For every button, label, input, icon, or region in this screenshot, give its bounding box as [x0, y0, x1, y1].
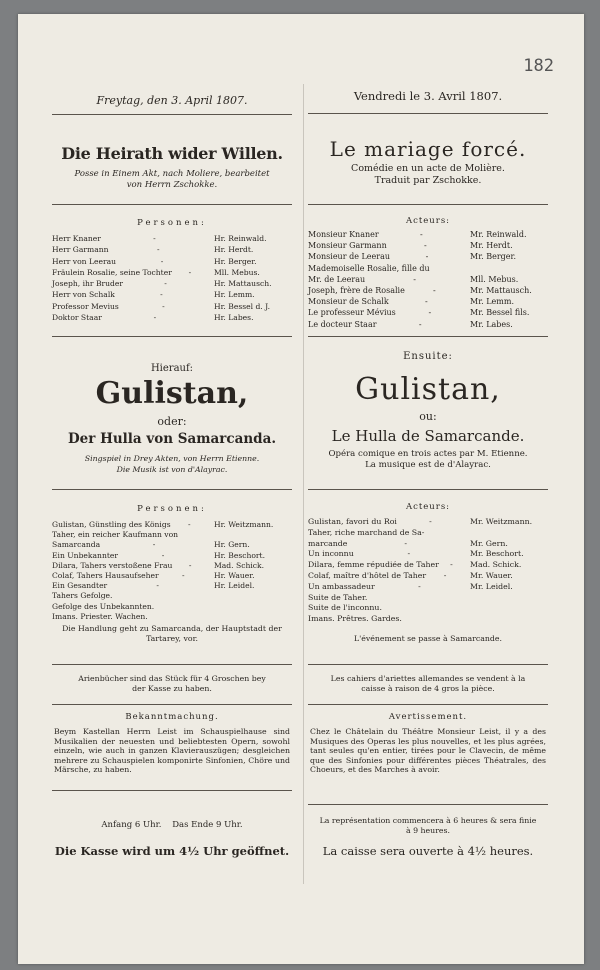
french-avertissement-heading: Avertissement. [388, 712, 468, 722]
cast-role: Monsieur de Leerau [308, 252, 391, 262]
german-personen2-heading: Personen: [137, 504, 207, 514]
cast-role: Monsieur de Schalk [308, 297, 389, 307]
cast-role: Imans. Prêtres. Gardes. [308, 614, 402, 624]
cast-dots [154, 602, 214, 612]
cast-actor: Mr. Wauer. [470, 570, 513, 580]
cast-dots: - [428, 308, 438, 318]
cast-role: Doktor Staar [52, 313, 102, 323]
cast-dots: - [419, 230, 429, 239]
cast-row [308, 560, 548, 571]
divider [308, 664, 548, 665]
cast-row [308, 229, 548, 240]
cast-role: Un ambassadeur [308, 581, 375, 591]
cast-dots: - [433, 286, 442, 296]
cast-role: Colaf, Tahers Hausaufseher [52, 571, 159, 581]
cast-role: Dilara, Tahers verstoßene Frau [52, 560, 173, 570]
cast-dots: - [418, 581, 427, 591]
cast-dots: - [443, 570, 453, 580]
cast-dots: - [404, 538, 414, 548]
french-cast-2 [308, 517, 548, 625]
cast-row [52, 591, 292, 601]
cast-dots: - [160, 290, 169, 300]
cast-dots: - [418, 319, 428, 329]
cast-row [308, 582, 548, 593]
divider [308, 204, 548, 205]
cast-row [308, 517, 548, 528]
cast-row [308, 285, 548, 296]
german-anfang: Anfang 6 Uhr. Das Ende 9 Uhr. [101, 820, 243, 830]
cast-actor: Hr. Berger. [214, 256, 257, 266]
cast-role: Herr von Leerau [52, 256, 117, 266]
german-cast-2 [52, 520, 292, 622]
cast-actor [470, 614, 548, 625]
cast-role: Taher, ein reicher Kaufmann von [52, 530, 179, 540]
cast-dots: - [188, 560, 198, 570]
french-date: Vendredi le 3. Avril 1807. [353, 89, 503, 103]
german-subtitle-2b: Die Musik ist von d'Alayrac. [116, 465, 228, 474]
cast-row [308, 240, 548, 251]
cast-dots: - [153, 234, 162, 243]
french-title-2b: Le Hulla de Samarcande. [331, 427, 525, 445]
german-arienbuecher: Arienbücher sind das Stück für 4 Groschen bey der Kasse zu haben. [78, 674, 266, 693]
cast-dots: - [153, 313, 163, 323]
cast-actor: Hr. Mattausch. [214, 279, 272, 289]
cast-dots: - [160, 256, 170, 266]
column-divider [303, 84, 304, 884]
cast-dots: - [450, 560, 459, 570]
cast-actor: Mll. Mebus. [470, 274, 519, 284]
cast-row [52, 561, 292, 571]
german-hierauf: Hierauf: [150, 363, 194, 374]
german-personen-heading: Personen: [137, 218, 207, 228]
divider [52, 704, 292, 705]
cast-role: Fräulein Rosalie, seine Tochter [52, 267, 172, 277]
cast-actor [214, 612, 292, 622]
cast-dots [382, 603, 470, 614]
divider [308, 489, 548, 490]
cast-role: Dilara, femme répudiée de Taher [308, 560, 439, 570]
cast-row [308, 307, 548, 318]
divider [308, 113, 548, 114]
cast-row [52, 312, 292, 323]
cast-dots [430, 263, 470, 274]
cast-role: Mr. de Leerau [308, 274, 366, 284]
cast-dots: - [424, 241, 433, 251]
divider [52, 204, 292, 205]
french-subtitle-1b: Traduit par Zschokke. [374, 175, 482, 186]
cast-dots: - [407, 549, 417, 559]
cast-actor: Mr. Berger. [470, 252, 517, 262]
cast-actor: Hr. Gern. [214, 540, 250, 550]
cast-actor: Mr. Herdt. [470, 241, 513, 251]
cast-actor: Mad. Schick. [470, 560, 522, 570]
cast-dots [148, 612, 214, 622]
cast-dots: - [188, 520, 197, 529]
cast-actor: Mr. Weitzmann. [470, 517, 533, 526]
french-cahiers: Les cahiers d'ariettes allemandes se vendent à la caisse à raison de 4 gros la pièce. [330, 674, 526, 693]
german-subtitle-1b: von Herrn Zschokke. [126, 180, 218, 190]
cast-actor: Mr. Lemm. [470, 297, 514, 307]
cast-row [52, 602, 292, 612]
french-evenement: L'événement se passe à Samarcande. [353, 634, 503, 643]
cast-role: Gulistan, favori du Roi [308, 517, 397, 526]
cast-dots: - [156, 245, 166, 255]
cast-row [52, 267, 292, 278]
cast-actor: Mr. Leidel. [470, 581, 513, 591]
cast-actor [470, 603, 548, 614]
german-title-2: Gulistan, [95, 376, 249, 411]
cast-row [52, 301, 292, 312]
cast-actor: Mll. Mebus. [214, 267, 260, 277]
divider [308, 704, 548, 705]
german-cast-1 [52, 233, 292, 323]
cast-role: Taher, riche marchand de Sa- [308, 527, 425, 537]
cast-role: Mademoiselle Rosalie, fille du [308, 263, 430, 273]
cast-row [308, 319, 548, 330]
cast-role: Ein Unbekannter [52, 550, 119, 560]
cast-role: Le docteur Staar [308, 319, 377, 329]
cast-row [52, 540, 292, 550]
cast-role: Ein Gesandter [52, 581, 108, 591]
cast-role: Le professeur Mévius [308, 308, 396, 318]
french-caisse: La caisse sera ouverte à 4½ heures. [322, 844, 534, 858]
cast-dots [402, 614, 470, 625]
cast-actor: Hr. Reinwald. [214, 234, 267, 243]
french-ensuite: Ensuite: [403, 351, 453, 362]
playbill-sheet [18, 14, 584, 964]
german-kasse: Die Kasse wird um 4½ Uhr geöffnet. [54, 844, 290, 858]
cast-dots: - [429, 517, 438, 526]
cast-row [308, 593, 548, 604]
cast-dots [367, 593, 470, 604]
cast-dots: - [413, 274, 422, 284]
french-subtitle-2a: Opéra comique en trois actes par M. Etienne. [328, 449, 528, 459]
cast-actor [214, 602, 292, 612]
cast-row [52, 256, 292, 267]
cast-role: Joseph, ihr Bruder [52, 279, 124, 289]
cast-role: Tahers Gefolge. [52, 591, 113, 601]
french-subtitle-2b: La musique est de d'Alayrac. [365, 460, 491, 470]
cast-row [308, 614, 548, 625]
divider [52, 489, 292, 490]
french-cast-1 [308, 229, 548, 330]
cast-dots: - [188, 267, 198, 277]
german-handlung: Die Handlung geht zu Samarcanda, der Hauptstadt der Tartarey, vor. [62, 624, 282, 643]
cast-actor [470, 528, 548, 539]
cast-row [308, 539, 548, 550]
cast-actor [470, 263, 548, 274]
cast-role: Samarcanda [52, 540, 101, 550]
cast-role: Herr Knaner [52, 234, 101, 243]
cast-actor [214, 591, 292, 601]
cast-actor: Mr. Beschort. [470, 549, 524, 559]
cast-dots: - [152, 540, 162, 550]
cast-actor: Hr. Wauer. [214, 571, 255, 581]
cast-role: Herr von Schalk [52, 290, 115, 300]
cast-actor: Hr. Beschort. [214, 550, 266, 560]
divider [52, 336, 292, 337]
cast-dots: - [425, 297, 434, 307]
cast-dots: - [161, 550, 171, 560]
french-acteurs2-heading: Acteurs: [405, 502, 451, 512]
cast-role: Gefolge des Unbekannten. [52, 601, 155, 611]
cast-dots [178, 530, 214, 540]
cast-row [52, 551, 292, 561]
french-acteurs-heading: Acteurs: [405, 216, 451, 226]
cast-actor: Mr. Mattausch. [470, 286, 532, 296]
german-title-1: Die Heirath wider Willen. [61, 144, 283, 163]
divider [308, 804, 548, 805]
cast-row [308, 603, 548, 614]
cast-actor: Hr. Leidel. [214, 581, 255, 591]
french-title-2: Gulistan, [355, 372, 501, 407]
german-subtitle-1a: Posse in Einem Akt, nach Moliere, bearbeitet [74, 169, 270, 179]
cast-row [52, 278, 292, 289]
german-bekanntmachung-heading: Bekanntmachung. [125, 712, 219, 722]
divider [52, 790, 292, 791]
cast-dots: - [164, 279, 173, 289]
cast-row [308, 274, 548, 285]
cast-row [52, 571, 292, 581]
cast-actor: Hr. Weitzmann. [214, 520, 274, 529]
cast-actor: Mr. Bessel fils. [470, 308, 530, 318]
cast-actor: Hr. Labes. [214, 313, 254, 323]
cast-row [308, 549, 548, 560]
cast-actor: Mr. Gern. [470, 538, 508, 548]
cast-actor: Mr. Labes. [470, 319, 513, 329]
cast-actor [214, 530, 292, 540]
cast-row [52, 244, 292, 255]
german-title-2b: Der Hulla von Samarcanda. [67, 431, 277, 447]
cast-row [308, 528, 548, 539]
german-date: Freytag, den 3. April 1807. [96, 94, 248, 107]
cast-row [52, 289, 292, 300]
cast-role: marcande [308, 538, 348, 548]
cast-row [308, 263, 548, 274]
cast-role: Suite de Taher. [308, 592, 368, 602]
cast-actor: Mr. Reinwald. [470, 230, 527, 239]
cast-role: Colaf, maître d'hôtel de Taher [308, 570, 427, 580]
divider [52, 114, 292, 115]
french-avertissement-text: Chez le Châtelain du Théâtre Monsieur Leist, il y a des Musiques des Operas les plus nouvelles, et les plus agrées, tant seules qu'en entier, tirées pour le Clavecin, de même que des Sinfonies pour différentes pièces Théatrales, des Choeurs, et des Marches à avoir. [310, 727, 546, 775]
page-number: 182 [523, 56, 554, 76]
cast-dots: - [156, 581, 165, 591]
cast-actor: Hr. Lemm. [214, 290, 255, 300]
cast-actor: Hr. Bessel d. J. [214, 301, 271, 311]
cast-row [52, 612, 292, 622]
cast-actor: Hr. Herdt. [214, 245, 254, 255]
cast-row [52, 581, 292, 591]
cast-actor: Mad. Schick. [214, 560, 265, 570]
divider [52, 664, 292, 665]
french-representation: La représentation commencera à 6 heures & sera finie à 9 heures. [319, 816, 537, 835]
cast-role: Imans. Priester. Wachen. [52, 611, 148, 621]
cast-role: Un inconnu [308, 549, 354, 559]
cast-row [52, 530, 292, 540]
cast-dots: - [182, 571, 191, 581]
divider [308, 336, 548, 337]
cast-dots: - [162, 301, 171, 311]
cast-role: Joseph, frère de Rosalie [308, 286, 405, 296]
cast-dots: - [425, 252, 435, 262]
french-ou: ou: [419, 410, 437, 423]
cast-role: Herr Garmann [52, 245, 109, 255]
cast-dots [112, 591, 214, 601]
cast-role: Gulistan, Günstling des Königs [52, 520, 171, 529]
cast-row [308, 296, 548, 307]
german-oder: oder: [157, 415, 187, 428]
german-subtitle-2a: Singspiel in Drey Akten, von Herrn Etienne. [84, 454, 260, 463]
cast-row [308, 571, 548, 582]
cast-row [52, 520, 292, 530]
french-title-1: Le mariage forcé. [329, 137, 527, 161]
cast-dots [424, 528, 470, 539]
cast-role: Suite de l'inconnu. [308, 603, 382, 613]
cast-role: Monsieur Garmann [308, 241, 387, 251]
cast-actor [470, 593, 548, 604]
cast-role: Monsieur Knaner [308, 230, 379, 239]
french-subtitle-1a: Comédie en un acte de Molière. [351, 163, 505, 174]
cast-row [52, 233, 292, 244]
cast-role: Professor Mevius [52, 301, 119, 311]
german-bekanntmachung-text: Beym Kastellan Herrn Leist im Schauspielhause sind Musikalien der neuesten und beliebtesten Opern, sowohl einzeln, wie auch in ganzen Klavierauszügen; desgleichen mehrere zu Schauspielen komponirte Sinfonien, Chöre und Märsche, zu haben. [54, 727, 290, 775]
cast-row [308, 251, 548, 262]
